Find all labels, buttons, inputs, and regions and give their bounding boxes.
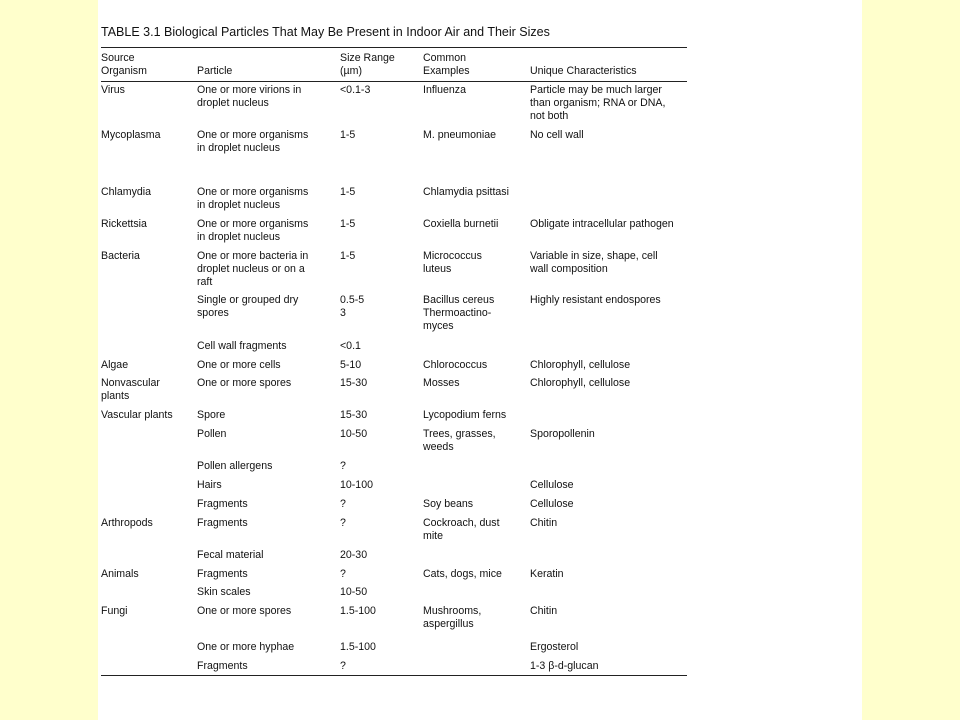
common-examples-cell: Coxiella burnetii <box>423 218 499 230</box>
unique-characteristics-cell: Obligate intracellular pathogen <box>530 218 674 230</box>
size-range-cell: 15-30 <box>340 409 368 421</box>
header-unique-characteristics: Unique Characteristics <box>530 65 637 77</box>
source-organism-cell: Chlamydia <box>101 186 152 198</box>
source-organism-cell: Arthropods <box>101 517 153 529</box>
source-organism-cell: Rickettsia <box>101 218 147 230</box>
size-range-cell: 1-5 <box>340 250 356 262</box>
particle-cell: Fragments <box>197 517 248 529</box>
unique-characteristics-cell: Chlorophyll, cellulose <box>530 377 631 389</box>
size-range-cell: 1-5 <box>340 218 356 230</box>
size-range-cell: ? <box>340 660 346 672</box>
source-organism-cell: Bacteria <box>101 250 140 262</box>
size-range-cell: 1.5-100 <box>340 605 376 617</box>
common-examples-cell: Chlamydia psittasi <box>423 186 509 198</box>
common-examples-cell: M. pneumoniae <box>423 129 497 141</box>
common-examples-cell: Mushrooms, aspergillus <box>423 605 482 630</box>
common-examples-cell: Micrococcus luteus <box>423 250 482 275</box>
size-range-cell: ? <box>340 498 346 510</box>
unique-characteristics-cell: Cellulose <box>530 479 574 491</box>
header-particle: Particle <box>197 65 233 77</box>
particle-cell: One or more cells <box>197 359 281 371</box>
particle-cell: Pollen allergens <box>197 460 273 472</box>
particle-cell: Pollen <box>197 428 227 440</box>
size-range-cell: 10-50 <box>340 428 368 440</box>
common-examples-cell: Soy beans <box>423 498 474 510</box>
common-examples-cell: Mosses <box>423 377 460 389</box>
source-organism-cell: Animals <box>101 568 139 580</box>
source-organism-cell: Algae <box>101 359 129 371</box>
particle-cell: Fragments <box>197 568 248 580</box>
unique-characteristics-cell: Chitin <box>530 517 558 529</box>
size-range-cell: <0.1-3 <box>340 84 371 96</box>
unique-characteristics-cell: Chlorophyll, cellulose <box>530 359 631 371</box>
size-range-cell: 1-5 <box>340 186 356 198</box>
common-examples-cell: Lycopodium ferns <box>423 409 507 421</box>
unique-characteristics-cell: Highly resistant endospores <box>530 294 661 306</box>
particle-cell: Single or grouped dry spores <box>197 294 299 319</box>
unique-characteristics-cell: Sporopollenin <box>530 428 595 440</box>
particle-cell: One or more virions in droplet nucleus <box>197 84 302 109</box>
size-range-cell: 20-30 <box>340 549 368 561</box>
bottom-rule <box>101 675 687 676</box>
size-range-cell: 0.5-5 3 <box>340 294 365 319</box>
common-examples-cell: Trees, grasses, weeds <box>423 428 496 453</box>
unique-characteristics-cell: No cell wall <box>530 129 584 141</box>
unique-characteristics-cell: Cellulose <box>530 498 574 510</box>
header-rule <box>101 81 687 82</box>
unique-characteristics-cell: Chitin <box>530 605 558 617</box>
particle-cell: Spore <box>197 409 226 421</box>
source-organism-cell: Virus <box>101 84 125 96</box>
size-range-cell: ? <box>340 568 346 580</box>
common-examples-cell: Influenza <box>423 84 466 96</box>
particle-cell: One or more organisms in droplet nucleus <box>197 186 309 211</box>
particle-cell: One or more spores <box>197 605 292 617</box>
size-range-cell: 15-30 <box>340 377 368 389</box>
common-examples-cell: Chlorococcus <box>423 359 488 371</box>
size-range-cell: <0.1 <box>340 340 361 352</box>
unique-characteristics-cell: Particle may be much larger than organism; RNA or DNA, not both <box>530 84 666 122</box>
size-range-cell: ? <box>340 460 346 472</box>
common-examples-cell: Bacillus cereus Thermoactino- myces <box>423 294 495 332</box>
unique-characteristics-cell: Variable in size, shape, cell wall composition <box>530 250 658 275</box>
source-organism-cell: Fungi <box>101 605 128 617</box>
particle-cell: Skin scales <box>197 586 251 598</box>
source-organism-cell: Mycoplasma <box>101 129 161 141</box>
particle-cell: Fecal material <box>197 549 264 561</box>
size-range-cell: 10-50 <box>340 586 368 598</box>
header-source-organism: Source Organism <box>101 52 147 77</box>
source-organism-cell: Nonvascular plants <box>101 377 160 402</box>
particle-cell: Fragments <box>197 660 248 672</box>
particle-cell: One or more organisms in droplet nucleus <box>197 129 309 154</box>
size-range-cell: 1-5 <box>340 129 356 141</box>
size-range-cell: 10-100 <box>340 479 373 491</box>
unique-characteristics-cell: Ergosterol <box>530 641 579 653</box>
unique-characteristics-cell: Keratin <box>530 568 564 580</box>
particle-cell: Cell wall fragments <box>197 340 287 352</box>
common-examples-cell: Cats, dogs, mice <box>423 568 502 580</box>
header-size-range: Size Range (µm) <box>340 52 395 77</box>
top-rule <box>101 47 687 48</box>
particle-cell: One or more spores <box>197 377 292 389</box>
particle-cell: Hairs <box>197 479 222 491</box>
size-range-cell: 1.5-100 <box>340 641 376 653</box>
table-title: TABLE 3.1 Biological Particles That May Be Present in Indoor Air and Their Sizes <box>101 25 550 39</box>
common-examples-cell: Cockroach, dust mite <box>423 517 500 542</box>
particle-cell: One or more hyphae <box>197 641 295 653</box>
unique-characteristics-cell: 1-3 β-d-glucan <box>530 660 599 672</box>
particle-cell: One or more organisms in droplet nucleus <box>197 218 309 243</box>
size-range-cell: ? <box>340 517 346 529</box>
size-range-cell: 5-10 <box>340 359 362 371</box>
header-common-examples: Common Examples <box>423 52 470 77</box>
particle-cell: One or more bacteria in droplet nucleus or on a raft <box>197 250 309 288</box>
source-organism-cell: Vascular plants <box>101 409 173 421</box>
particle-cell: Fragments <box>197 498 248 510</box>
